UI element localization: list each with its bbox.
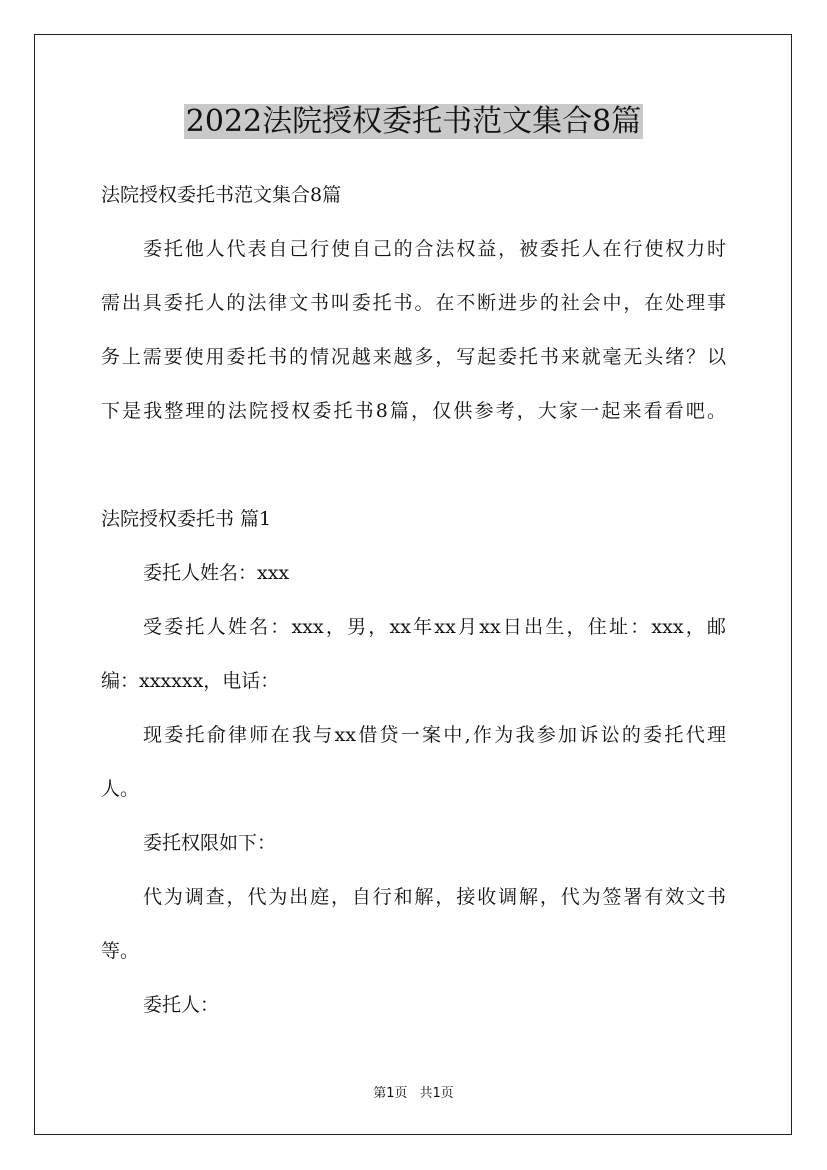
- page-footer: [0, 1082, 827, 1101]
- intro-line: 下是我整理的法院授权委托书8篇，仅供参考，大家一起来看看吧。: [101, 400, 726, 422]
- intro-line: 务上需要使用委托书的情况越来越多，写起委托书来就毫无头绪？以: [101, 346, 726, 368]
- authority-heading: 委托权限如下：: [143, 832, 277, 854]
- title-text: 2022法院授权委托书范文集合8篇: [185, 104, 642, 139]
- subtitle: 法院授权委托书范文集合8篇: [101, 184, 342, 206]
- signature-line: 委托人：: [143, 994, 220, 1016]
- agent-line: 受委托人姓名：xxx，男，xx年xx月xx日出生，住址：xxx，邮: [143, 616, 726, 638]
- intro-line: 委托他人代表自己行使自己的合法权益，被委托人在行使权力时: [143, 238, 726, 260]
- entrust-line: 现委托俞律师在我与xx借贷一案中,作为我参加诉讼的委托代理: [143, 724, 726, 746]
- agent-line: 编：xxxxxx，电话：: [101, 670, 280, 692]
- entrust-line: 人。: [101, 778, 140, 800]
- section-heading: 法院授权委托书 篇1: [101, 508, 272, 530]
- authority-line: 代为调查，代为出庭，自行和解，接收调解，代为签署有效文书: [143, 886, 726, 908]
- intro-line: 需出具委托人的法律文书叫委托书。在不断进步的社会中，在处理事: [101, 292, 726, 314]
- authority-paragraph: [101, 870, 726, 978]
- page-number: 第1页: [373, 1086, 408, 1101]
- spacer: [101, 438, 726, 492]
- agent-paragraph: [101, 600, 726, 708]
- entrust-paragraph: [101, 708, 726, 816]
- document-body: [101, 168, 726, 1032]
- document-title: [0, 100, 827, 144]
- intro-paragraph: [101, 222, 726, 438]
- page-total: 共1页: [419, 1086, 454, 1101]
- authority-line: 等。: [101, 940, 140, 962]
- principal-name-line: 委托人姓名：xxx: [143, 562, 290, 584]
